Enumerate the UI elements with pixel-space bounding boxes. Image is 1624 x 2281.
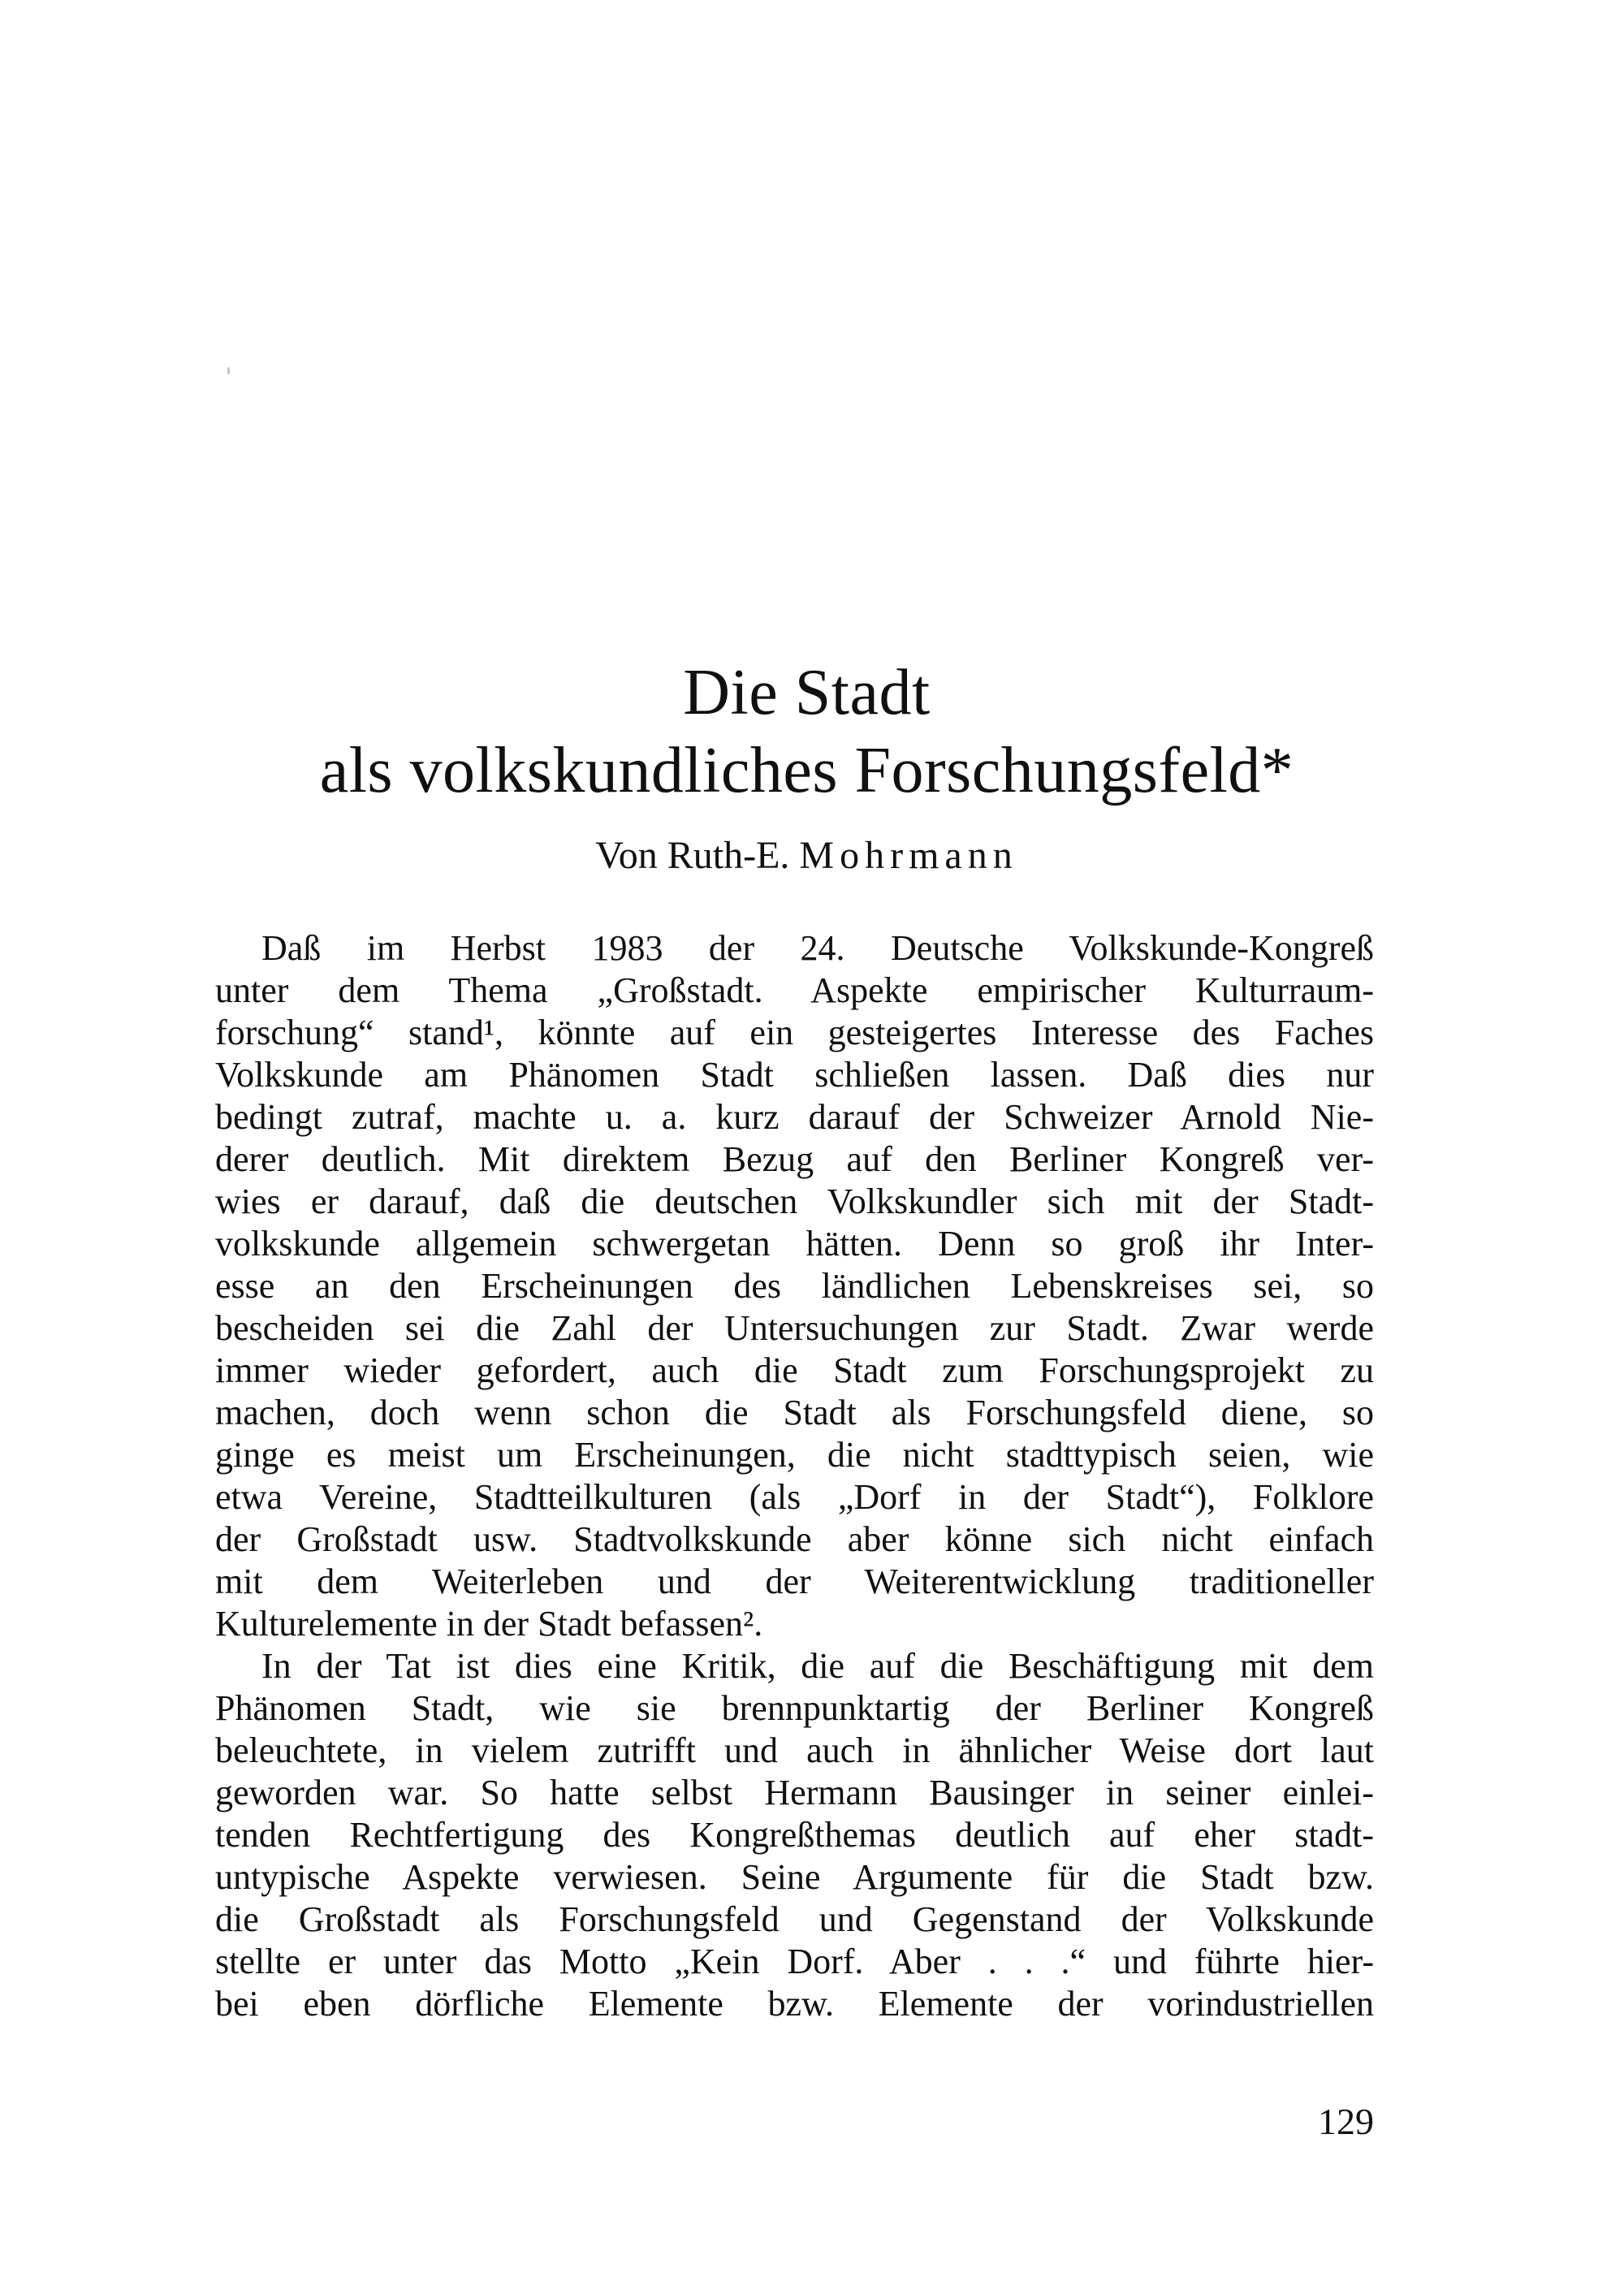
text-line: wies er darauf, daß die deutschen Volkskundler sich mit der Stadt- bbox=[215, 1182, 1374, 1221]
paragraph bbox=[215, 927, 1374, 1645]
text-line: derer deutlich. Mit direktem Bezug auf den Berliner Kongreß ver- bbox=[215, 1139, 1374, 1179]
text-line: Kulturelemente in der Stadt befassen². bbox=[215, 1604, 763, 1644]
page-number: 129 bbox=[1318, 2101, 1374, 2142]
text-line: unter dem Thema „Großstadt. Aspekte empirischer Kulturraum- bbox=[215, 970, 1374, 1010]
text-line: forschung“ stand¹, könnte auf ein gesteigertes Interesse des Faches bbox=[215, 1013, 1374, 1052]
text-line: beleuchtete, in vielem zutrifft und auch in ähnlicher Weise dort laut bbox=[215, 1730, 1374, 1770]
text-line: machen, doch wenn schon die Stadt als Forschungsfeld diene, so bbox=[215, 1393, 1374, 1432]
text-line: etwa Vereine, Stadtteilkulturen (als „Dorf in der Stadt“), Folklore bbox=[215, 1477, 1374, 1517]
text-line: der Großstadt usw. Stadtvolkskunde aber könne sich nicht einfach bbox=[215, 1519, 1374, 1559]
text-line: bescheiden sei die Zahl der Untersuchungen zur Stadt. Zwar werde bbox=[215, 1308, 1374, 1348]
title-line-2: als volkskundliches Forschungsfeld* bbox=[319, 735, 1294, 806]
text-line: immer wieder gefordert, auch die Stadt zum Forschungsprojekt zu bbox=[215, 1350, 1374, 1390]
byline-prefix: Von Ruth-E. bbox=[595, 834, 790, 877]
text-line: In der Tat ist dies eine Kritik, die auf die Beschäftigung mit dem bbox=[261, 1646, 1374, 1686]
paragraph bbox=[215, 1645, 1374, 2025]
article-title bbox=[227, 654, 1386, 810]
text-line: volkskunde allgemein schwergetan hätten. Denn so groß ihr Inter- bbox=[215, 1224, 1374, 1264]
text-line: ginge es meist um Erscheinungen, die nicht stadttypisch seien, wie bbox=[215, 1435, 1374, 1475]
text-line: Daß im Herbst 1983 der 24. Deutsche Volkskunde-Kongreß bbox=[261, 928, 1374, 968]
text-line: tenden Rechtfertigung des Kongreßthemas deutlich auf eher stadt- bbox=[215, 1815, 1374, 1855]
text-line: geworden war. So hatte selbst Hermann Bausinger in seiner einlei- bbox=[215, 1773, 1374, 1812]
body-text bbox=[215, 927, 1374, 2025]
scan-artifact bbox=[227, 367, 230, 374]
byline bbox=[227, 833, 1386, 879]
text-line: stellte er unter das Motto „Kein Dorf. Aber . . .“ und führte hier- bbox=[215, 1942, 1374, 1981]
text-line: mit dem Weiterleben und der Weiterentwicklung traditioneller bbox=[215, 1562, 1374, 1601]
text-line: Volkskunde am Phänomen Stadt schließen lassen. Daß dies nur bbox=[215, 1055, 1374, 1095]
text-line: die Großstadt als Forschungsfeld und Gegenstand der Volkskunde bbox=[215, 1899, 1374, 1939]
text-line: bei eben dörfliche Elemente bzw. Elemente der vorindustriellen bbox=[215, 1984, 1374, 2024]
text-line: untypische Aspekte verwiesen. Seine Argumente für die Stadt bzw. bbox=[215, 1857, 1374, 1897]
text-line: Phänomen Stadt, wie sie brennpunktartig der Berliner Kongreß bbox=[215, 1688, 1374, 1728]
text-line: bedingt zutraf, machte u. a. kurz darauf der Schweizer Arnold Nie- bbox=[215, 1097, 1374, 1137]
text-line: esse an den Erscheinungen des ländlichen Lebenskreises sei, so bbox=[215, 1266, 1374, 1306]
author-name: Mohrmann bbox=[799, 834, 1018, 877]
title-line-1: Die Stadt bbox=[683, 657, 931, 728]
